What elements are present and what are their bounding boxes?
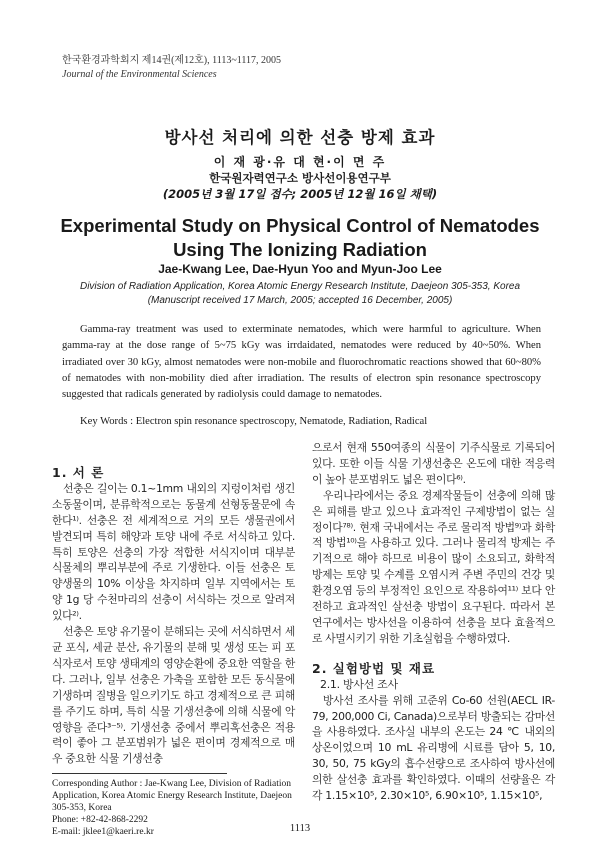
journal-name: Journal of the Environmental Sciences bbox=[62, 69, 217, 80]
footnote-line-3: 305-353, Korea bbox=[52, 803, 112, 813]
korean-affiliation: 한국원자력연구소 방사선이용연구부 bbox=[209, 171, 391, 185]
section-1-paragraph-2: 선충은 토양 유기물이 분해되는 곳에 서식하면서 세균 포식, 세균 분산, 유기물의 분해 및 생성 또는 피 포식자로서 토양 생태계의 영양순환에 중요한 역할을 한다. 그러나, 일부 선충은 가축을 포함한 모든 동식물에 기생하며 질병을 일으키기도 하고 경제적으로 큰 피해를 주기도 하며, 특히 식물 기생선충에 의해 식물에 악영향을 준다³⁻⁵⁾. 기생선충 중에서 뿌리혹선충은 적용력이 좋아 그 분포범위가 넓은 편이며 경제적으로 매우 중요한 식물 기생선충 bbox=[52, 625, 295, 766]
footnote-phone: Phone: +82-42-868-2292 bbox=[52, 815, 148, 825]
section-2-1-heading: 2.1. 방사선 조사 bbox=[320, 677, 398, 691]
korean-title: 방사선 처리에 의한 선충 방제 효과 bbox=[164, 128, 436, 147]
section-1-paragraph-3: 으로서 현재 550여종의 식물이 기주식물로 기록되어 있다. 또한 이들 식물 기생선충은 온도에 대한 적응력이 높아 분포범위도 넓은 편이다⁶⁾. bbox=[312, 441, 555, 486]
journal-citation: 한국환경과학회지 제14권(제12호), 1113~1117, 2005 bbox=[62, 55, 282, 66]
korean-dates: (2005년 3월 17일 접수; 2005년 12월 16일 채택) bbox=[162, 187, 438, 201]
english-title-line2: Using The Ionizing Radiation bbox=[173, 239, 427, 260]
english-affiliation: Division of Radiation Application, Korea Atomic Energy Research Institute, Daejeon 305-353, Korea bbox=[79, 281, 521, 292]
footnote-line-2: Application, Korea Atomic Energy Research Institute, Daejeon bbox=[52, 791, 292, 801]
footnote-divider bbox=[52, 773, 227, 774]
abstract: Gamma-ray treatment was used to exterminate nematodes, which were harmful to agriculture. When gamma-ray at the dose range of 5~75 kGy was irrdaidated, nematodes were reduced by 40~50%. When irradiated over 30 kGy, almost nematodes were non-mobile and fluorochromatic reactions showed that 60~80% of nematodes with non-mobility died after irradiation. The results of electron spin resonance spectroscopy suggested that radicals generated by radiolysis could damage to nematodes. bbox=[62, 324, 541, 401]
english-title bbox=[0, 214, 600, 262]
english-title-line1: Experimental Study on Physical Control of Nematodes bbox=[60, 215, 540, 236]
section-1-paragraph-1: 선충은 길이는 0.1~1mm 내외의 지렁이처럼 생긴 소동물이며, 분류학적으로는 동물계 선형동물문에 속한다¹⁾. 선충은 전 세계적으로 거의 모든 생물권에서 발견되며 특히 해양과 토양 내에 주로 서식하고 있다. 특히 토양은 선충의 가장 적합한 서식지이며 대부분 식물체의 뿌리부분에 주로 기생한다. 이들 선충은 토양생물의 10% 이상을 차지하며 일부 지역에서는 토양 1g 당 수천마리의 선충이 서식하는 것으로 알려져 있다²⁾. bbox=[52, 481, 295, 623]
section-2-heading: 2. 실험방법 및 재료 bbox=[312, 660, 436, 676]
english-dates: (Manuscript received 17 March, 2005; accepted 16 December, 2005) bbox=[147, 295, 453, 306]
right-column bbox=[312, 440, 555, 804]
section-2-paragraph-1: 방사선 조사를 위해 고준위 Co-60 선원(AECL IR-79, 200,000 Ci, Canada)으로부터 방출되는 감마선을 사용하였다. 조사실 내부의 온도는 24 ℃ 내외의 상온이었으며 10 mL 유리병에 시료를 담아 5, 10, 30, 50, 75 kGy의 흡수선량으로 조사하여 방사선에 의한 살선충 효과를 확인하였다. 이때의 선량율은 각각 1.15×10⁵, 2.30×10⁵, 6.90×10⁵, 1.15×10⁵, bbox=[312, 693, 555, 803]
english-authors: Jae-Kwang Lee, Dae-Hyun Yoo and Myun-Joo Lee bbox=[158, 262, 442, 276]
korean-authors: 이 재 광·유 대 현·이 면 주 bbox=[213, 155, 387, 169]
footnote-email: E-mail: jklee1@kaeri.re.kr bbox=[52, 827, 154, 837]
page-number: 1113 bbox=[289, 823, 311, 834]
keywords: Key Words : Electron spin resonance spectroscopy, Nematode, Radiation, Radical bbox=[80, 416, 428, 427]
footnote-line-1: Corresponding Author : Jae-Kwang Lee, Division of Radiation bbox=[52, 779, 292, 789]
section-1-heading: 1. 서 론 bbox=[52, 465, 105, 480]
journal-header bbox=[62, 54, 281, 82]
section-1-paragraph-4: 우리나라에서는 중요 경제작물들이 선충에 의해 많은 피해를 받고 있으나 효과적인 구제방법이 없는 실정이다⁷⁸⁾. 현재 국내에서는 주로 물리적 방법⁹⁾과 화학적 방법¹⁰⁾을 사용하고 있다. 그러나 물리적 방제는 주기적으로 해야 하므로 비용이 많이 소요되고, 화학적 방제는 토양 및 수계를 오염시켜 주변 주민의 건강 및 환경오염 등의 부정적인 요인으로 작용하여¹¹⁾ 보다 안전하고 효과적인 살선충 방법이 요구된다. 따라서 본 연구에서는 방사선을 이용하여 선충을 보다 효율적으로 사멸시키기 위한 기초실험을 수행하였다. bbox=[312, 488, 555, 645]
left-column bbox=[52, 465, 295, 767]
